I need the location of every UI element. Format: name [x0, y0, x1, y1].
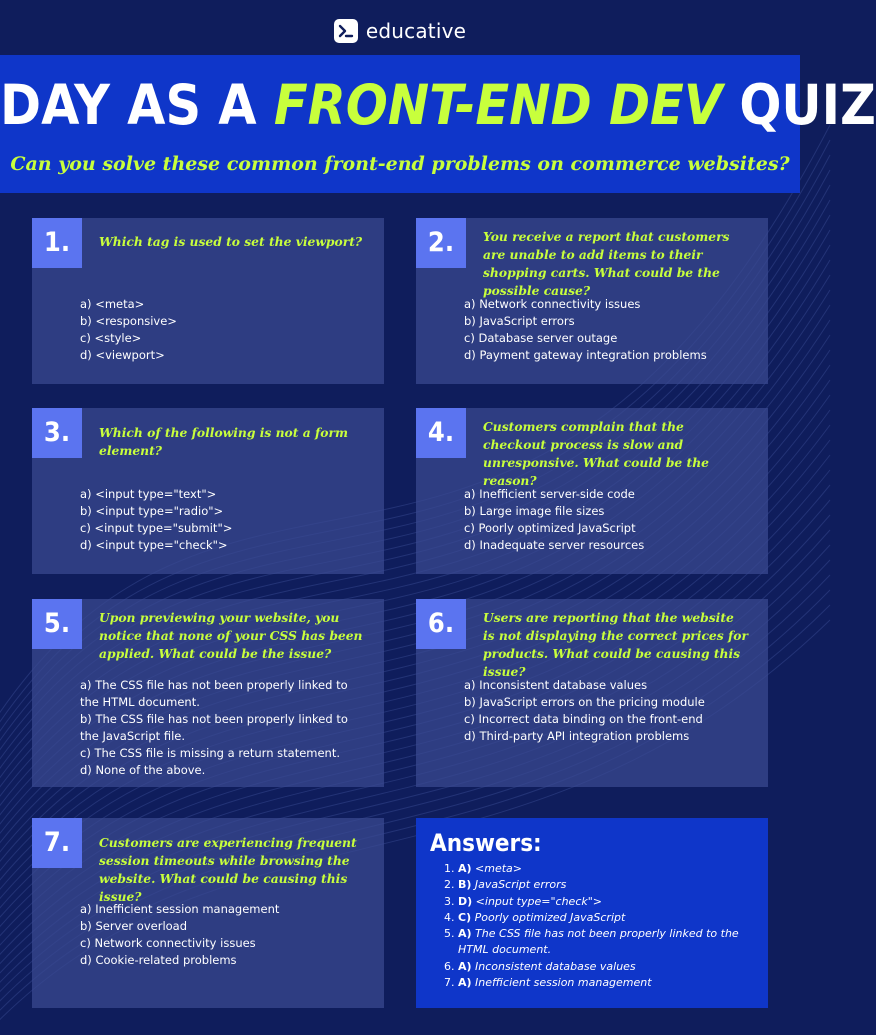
question-number: 7. — [32, 818, 82, 868]
question-card-3 — [32, 408, 384, 574]
question-card-5 — [32, 599, 384, 787]
answer-letter: C) — [458, 910, 472, 924]
option: b) <responsive> — [80, 314, 177, 328]
answer-letter: A) — [458, 927, 472, 941]
option-list — [80, 486, 368, 554]
title-prefix: DAY AS A — [0, 73, 257, 137]
option: d) <input type="check"> — [80, 538, 228, 552]
answer-item — [458, 926, 756, 959]
option-list — [80, 677, 368, 779]
educative-logo-icon — [334, 19, 358, 43]
question-number: 5. — [32, 599, 82, 649]
option: b) Server overload — [80, 919, 188, 933]
option: a) Network connectivity issues — [464, 297, 641, 311]
question-text: Users are reporting that the website is not displaying the correct prices for products. What could be causing this issue? — [483, 610, 748, 679]
answer-item — [458, 894, 756, 910]
question-card-6 — [416, 599, 768, 787]
answer-text: Inefficient session management — [475, 976, 652, 990]
option: c) Database server outage — [464, 331, 618, 345]
title-suffix: QUIZ — [739, 73, 876, 137]
option: c) <input type="submit"> — [80, 521, 233, 535]
answer-letter: A) — [458, 976, 472, 990]
question-text: Customers complain that the checkout process is slow and unresponsive. What could be the reason? — [483, 419, 709, 488]
option-list — [80, 296, 368, 364]
option: a) Inconsistent database values — [464, 678, 648, 692]
question-text: Which of the following is not a form element? — [99, 425, 348, 458]
answer-item — [458, 975, 756, 991]
answers-list — [428, 861, 756, 991]
option: c) Network connectivity issues — [80, 936, 256, 950]
option: b) The CSS file has not been properly linked to the JavaScript file. — [80, 712, 348, 743]
option: d) Inadequate server resources — [464, 538, 645, 552]
option: d) None of the above. — [80, 763, 206, 777]
question-text: You receive a report that customers are unable to add items to their shopping carts. What could be the possible cause? — [483, 229, 730, 298]
option: a) <meta> — [80, 297, 145, 311]
answer-letter: A) — [458, 959, 472, 973]
answer-letter: A) — [458, 862, 472, 875]
page-subtitle: Can you solve these common front-end problems on commerce websites? — [10, 153, 790, 175]
question-number: 2. — [416, 218, 466, 268]
option: a) <input type="text"> — [80, 487, 217, 501]
answer-text: Inconsistent database values — [475, 959, 636, 973]
answers-title: Answers: — [430, 829, 542, 857]
question-text: Upon previewing your website, you notice that none of your CSS has been applied. What could be the issue? — [99, 610, 363, 661]
answer-item — [458, 959, 756, 975]
option: d) <viewport> — [80, 348, 165, 362]
answer-item — [458, 877, 756, 893]
option: c) Poorly optimized JavaScript — [464, 521, 636, 535]
answer-item — [458, 861, 756, 877]
question-number: 3. — [32, 408, 82, 458]
title-accent: FRONT-END DEV — [273, 73, 723, 137]
option: d) Cookie-related problems — [80, 953, 237, 967]
question-text: Customers are experiencing frequent session timeouts while browsing the website. What could be causing this issue? — [99, 835, 357, 904]
title-banner — [0, 55, 876, 193]
answer-text: <meta> — [475, 862, 523, 875]
answer-item — [458, 910, 756, 926]
question-card-7 — [32, 818, 384, 1008]
option-list — [80, 901, 368, 969]
question-card-2 — [416, 218, 768, 384]
option: b) <input type="radio"> — [80, 504, 224, 518]
answer-text: Poorly optimized JavaScript — [474, 910, 626, 924]
option: c) The CSS file is missing a return statement. — [80, 746, 341, 760]
option: d) Payment gateway integration problems — [464, 348, 707, 362]
option-list — [464, 677, 752, 745]
answer-text: The CSS file has not been properly linked to the HTML document. — [458, 927, 739, 957]
answer-letter: B) — [458, 878, 472, 892]
option: d) Third-party API integration problems — [464, 729, 690, 743]
option: b) JavaScript errors on the pricing module — [464, 695, 705, 709]
question-number: 1. — [32, 218, 82, 268]
option-list — [464, 486, 752, 554]
question-card-4 — [416, 408, 768, 574]
question-card-1 — [32, 218, 384, 384]
option: a) Inefficient session management — [80, 902, 280, 916]
option: b) JavaScript errors — [464, 314, 575, 328]
question-number: 4. — [416, 408, 466, 458]
option: b) Large image file sizes — [464, 504, 605, 518]
question-number: 6. — [416, 599, 466, 649]
answers-panel — [416, 818, 768, 1008]
brand-header — [0, 16, 800, 46]
option: c) Incorrect data binding on the front-end — [464, 712, 703, 726]
option: a) Inefficient server-side code — [464, 487, 635, 501]
brand-name: educative — [365, 19, 467, 43]
page-title — [0, 65, 876, 145]
option-list — [464, 296, 752, 364]
option: a) The CSS file has not been properly linked to the HTML document. — [80, 678, 348, 709]
answer-letter: D) — [458, 894, 473, 908]
question-text: Which tag is used to set the viewport? — [99, 234, 363, 249]
option: c) <style> — [80, 331, 142, 345]
answer-text: JavaScript errors — [474, 878, 567, 892]
answer-text: <input type="check"> — [475, 894, 603, 908]
